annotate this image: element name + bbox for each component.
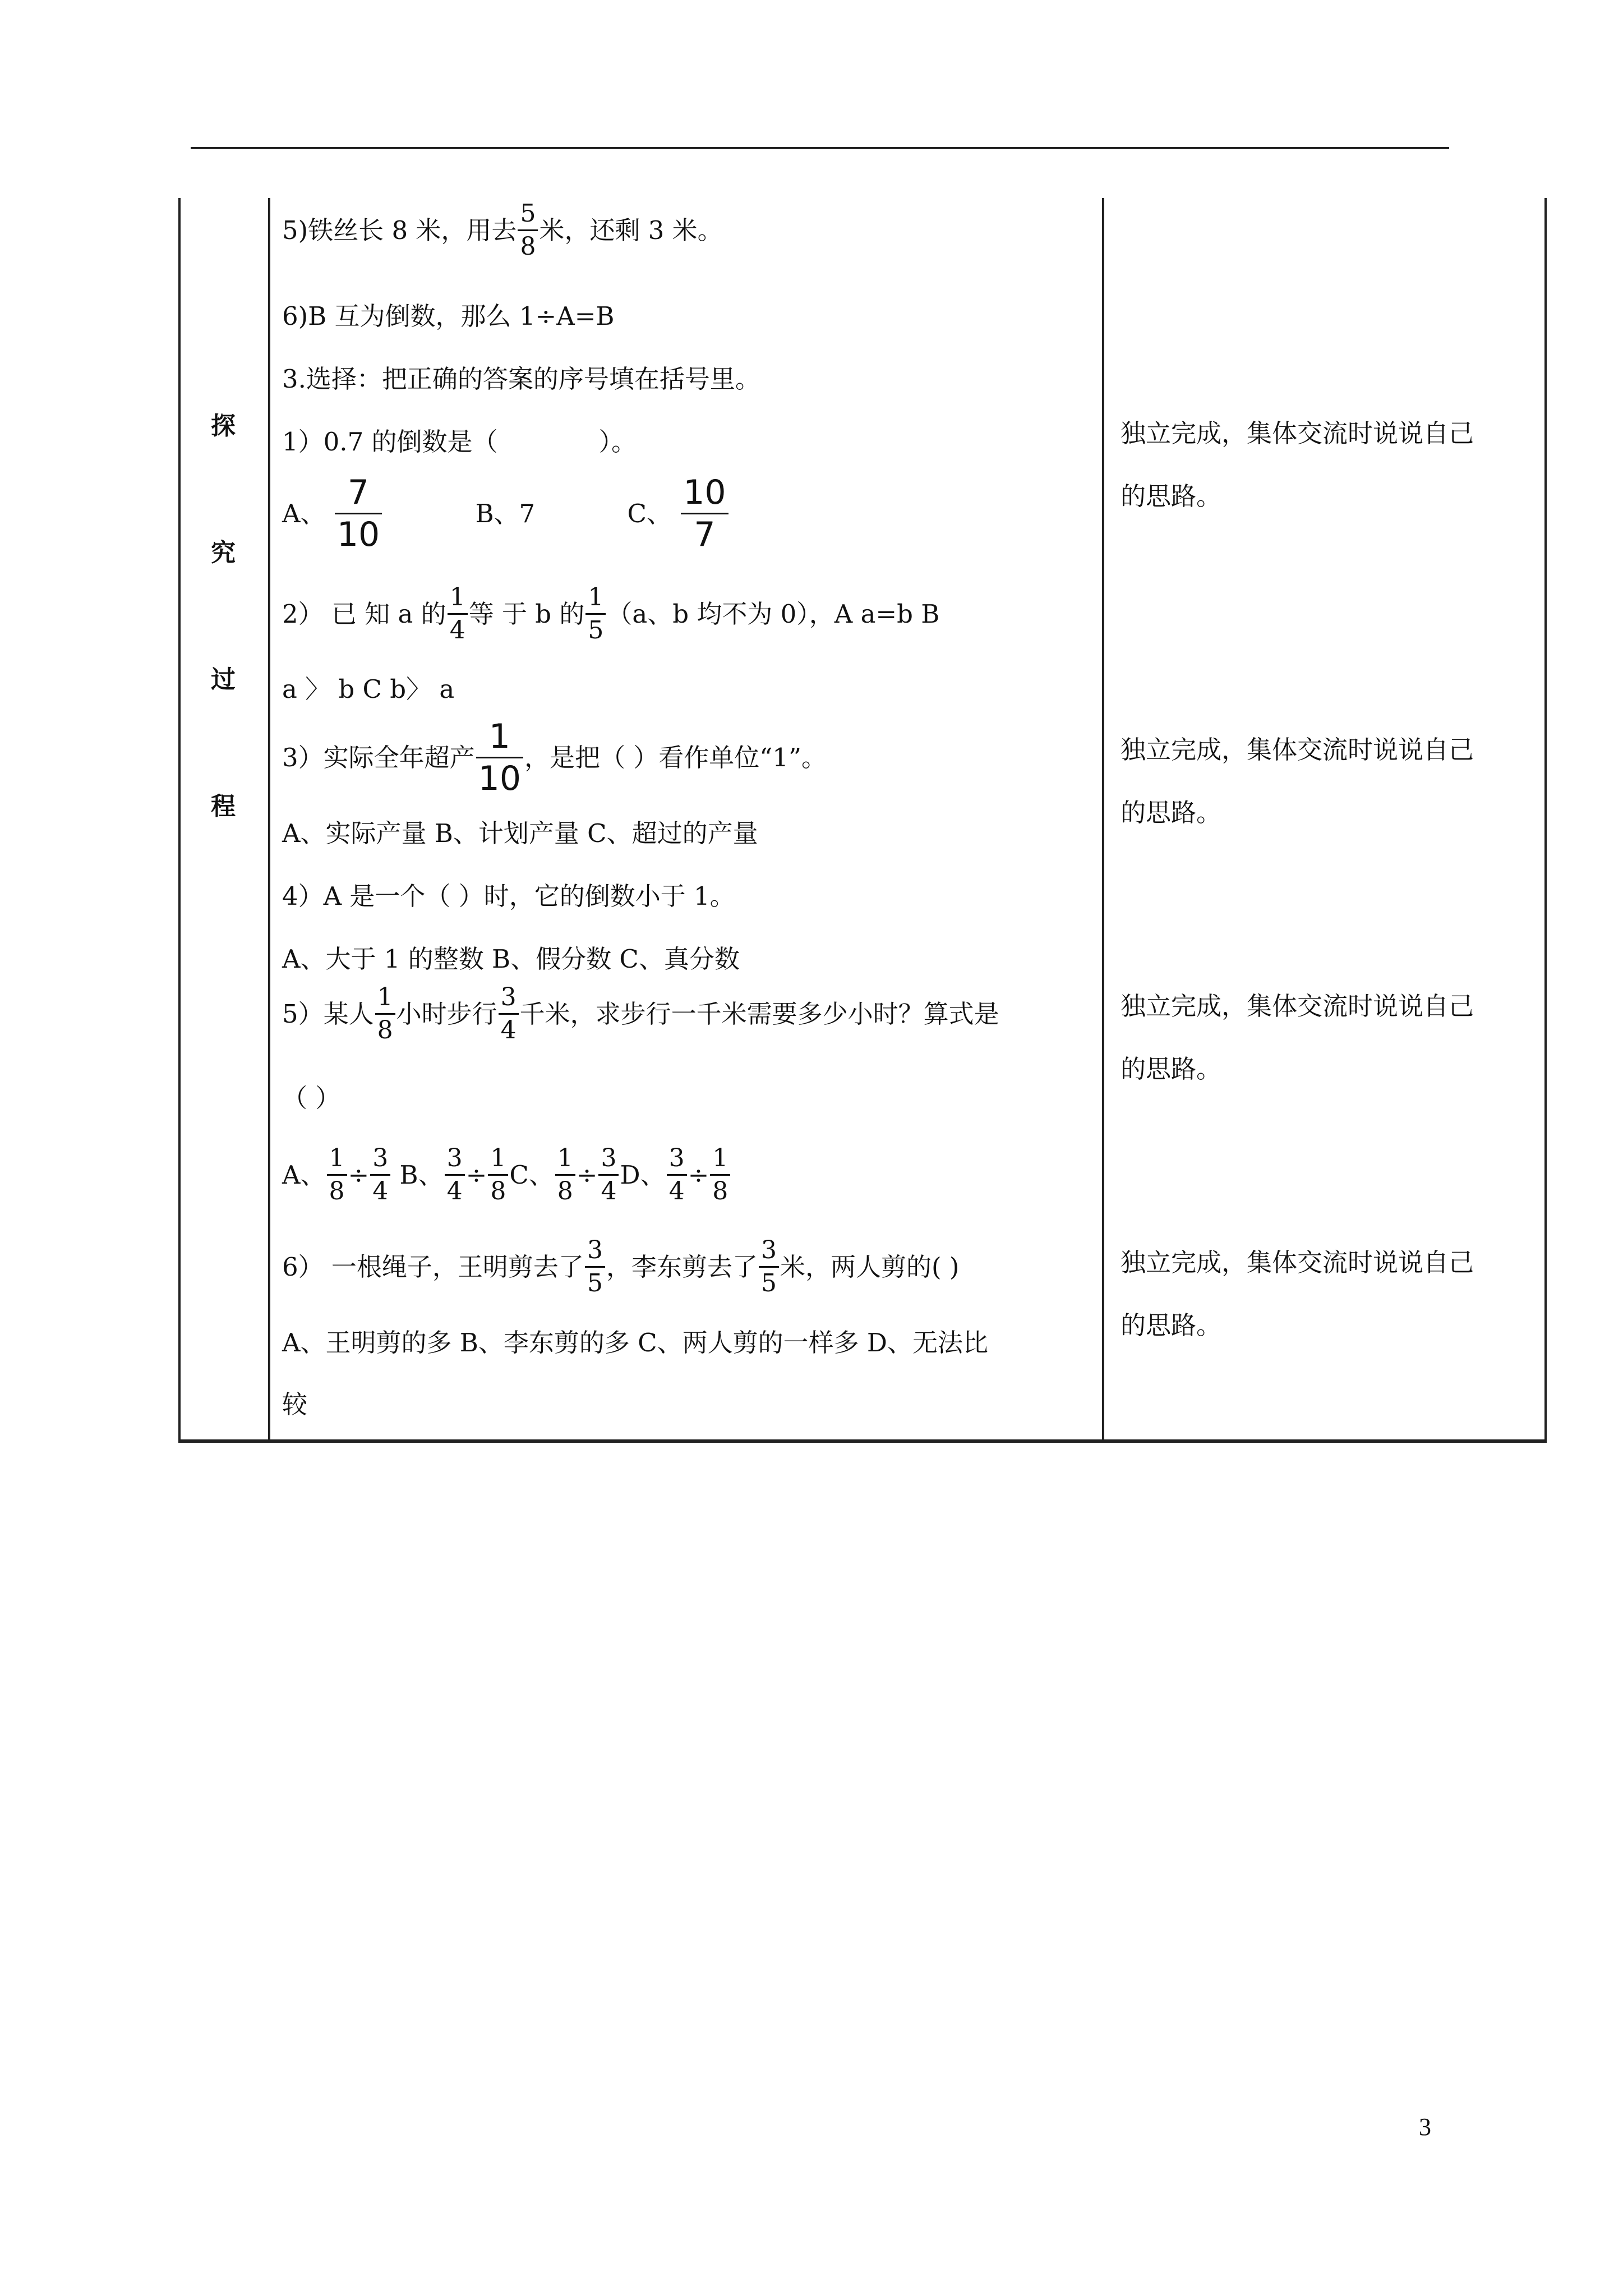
text: C、: [509, 1160, 554, 1190]
note-line: 独立完成，集体交流时说说自己: [1121, 1248, 1474, 1277]
table-border-bottom: [178, 1439, 1547, 1443]
table-border-right: [1544, 198, 1547, 1443]
content-line: A、实际产量 B、计划产量 C、超过的产量: [282, 818, 758, 848]
lesson-table: [178, 198, 1547, 1443]
column-divider-1: [268, 198, 270, 1443]
text: D、: [620, 1160, 666, 1190]
note-line: 独立完成，集体交流时说说自己: [1121, 991, 1474, 1021]
text: 3）实际全年超产: [282, 743, 475, 772]
fraction: $\frac{1}{10}$: [476, 720, 523, 795]
note-line: 独立完成，集体交流时说说自己: [1121, 418, 1474, 448]
text: A、: [282, 499, 326, 528]
fraction: $\frac{7}{10}$: [335, 476, 382, 551]
fraction: $\frac{10}{7}$: [681, 476, 728, 551]
fraction: $\frac{3}{5}$: [585, 1238, 605, 1296]
note-line: 独立完成，集体交流时说说自己: [1121, 735, 1474, 765]
text: 米，还剩 3 米。: [539, 215, 723, 245]
fraction: $\frac{3}{4}$: [445, 1146, 465, 1204]
note-line: 的思路。: [1121, 798, 1222, 827]
fraction: $\frac{1}{8}$: [327, 1146, 347, 1204]
text: ÷: [465, 1160, 487, 1190]
text: ÷: [688, 1160, 709, 1190]
content-line: [282, 585, 939, 643]
note-block: [1121, 1231, 1524, 1357]
content-line: [282, 201, 723, 259]
fraction: $\frac{1}{4}$: [448, 585, 468, 643]
text: A、: [282, 1160, 326, 1190]
fraction: $\frac{3}{4}$: [598, 1146, 619, 1204]
note-line: 的思路。: [1121, 1054, 1222, 1084]
fraction: $\frac{3}{4}$: [370, 1146, 390, 1204]
side-label-char: 究: [211, 539, 236, 567]
fraction: $\frac{1}{8}$: [375, 985, 395, 1043]
content-line: [282, 717, 827, 798]
text: B、: [391, 1160, 444, 1190]
fraction: $\frac{1}{8}$: [555, 1146, 575, 1204]
content-line: [282, 473, 730, 554]
text: C、: [627, 499, 672, 528]
content-line: 3.选择：把正确的答案的序号填在括号里。: [282, 364, 760, 394]
note-line: 的思路。: [1121, 481, 1222, 511]
fraction: $\frac{3}{5}$: [759, 1238, 779, 1296]
header-rule: [191, 147, 1449, 149]
text: ，李东剪去了: [606, 1252, 758, 1282]
fraction: $\frac{3}{4}$: [499, 985, 519, 1043]
text: 千米，求步行一千米需要多少小时？算式是: [519, 999, 999, 1029]
text: B、7: [475, 499, 536, 528]
side-label-char: 过: [211, 665, 236, 694]
content-line: 6)B 互为倒数，那么 1÷A=B: [282, 301, 615, 331]
text: （a、b 均不为 0），A a=b B: [607, 599, 940, 629]
content-line: A、大于 1 的整数 B、假分数 C、真分数: [282, 944, 740, 974]
text: ÷: [576, 1160, 598, 1190]
fraction: $\frac{1}{8}$: [488, 1146, 508, 1204]
content-line: [282, 1146, 731, 1204]
note-line: 的思路。: [1121, 1310, 1222, 1340]
note-block: [1121, 402, 1524, 528]
fraction: $\frac{3}{4}$: [667, 1146, 687, 1204]
text: 5）某人: [282, 999, 374, 1029]
content-line: 4）A 是一个（ ）时，它的倒数小于 1。: [282, 881, 735, 911]
content-line: a 〉 b C b〉 a: [282, 674, 455, 704]
content-line: A、王明剪的多 B、李东剪的多 C、两人剪的一样多 D、无法比: [282, 1328, 988, 1358]
content-line: [282, 985, 999, 1043]
text: ，是把（ ）看作单位“1”。: [524, 743, 827, 772]
page-number: 3: [1419, 2113, 1431, 2141]
note-block: [1121, 975, 1524, 1101]
side-label-char: 探: [211, 412, 236, 440]
content-line: 较: [282, 1389, 308, 1419]
text: 小时步行: [396, 999, 497, 1029]
content-line: （ ）: [282, 1083, 341, 1113]
fraction: $\frac{1}{5}$: [585, 585, 606, 643]
text: 5)铁丝长 8 米，用去: [282, 215, 517, 245]
text: 6） 一根绳子，王明剪去了: [282, 1252, 584, 1282]
side-label-char: 程: [211, 792, 236, 821]
text: 2） 已 知 a 的: [282, 599, 446, 629]
fraction: $\frac{1}{8}$: [710, 1146, 730, 1204]
fraction: $\frac{5}{8}$: [518, 201, 538, 259]
text: 等 于 b 的: [468, 599, 585, 629]
content-line: 1）0.7 的倒数是（ ）。: [282, 427, 637, 457]
column-divider-2: [1102, 198, 1104, 1443]
text: 米，两人剪的( ): [780, 1252, 960, 1282]
content-line: [282, 1238, 959, 1296]
text: ÷: [348, 1160, 370, 1190]
note-block: [1121, 719, 1524, 844]
